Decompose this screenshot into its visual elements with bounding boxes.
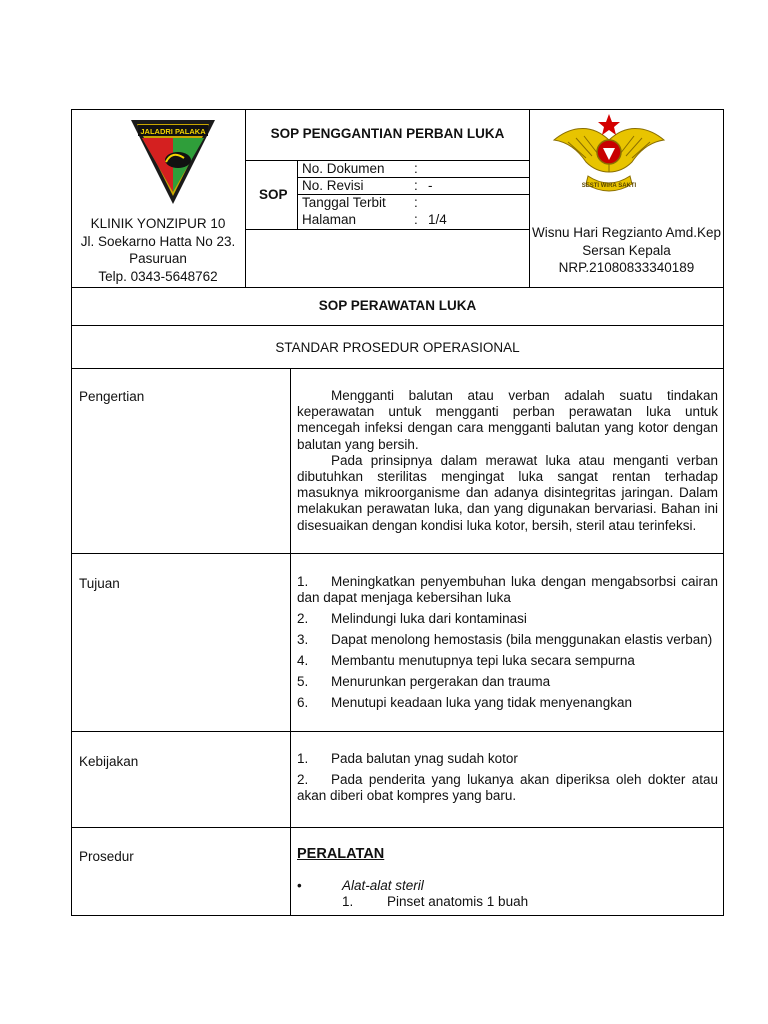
tujuan-label: Tujuan	[79, 576, 120, 591]
list-item: 1. Pada balutan ynag sudah kotor	[297, 751, 518, 766]
section-title: SOP PERAWATAN LUKA	[318, 298, 477, 313]
list-item: 2. Pada penderita yang lukanya akan diperiksa oleh dokter atau akan diberi obat kompres yang baru.	[297, 772, 718, 803]
clinic-info	[71, 215, 245, 285]
clinic-address: Jl. Soekarno Hatta No 23.	[80, 233, 236, 249]
pengertian-paragraph-1: Mengganti balutan atau verban adalah suatu tindakan keperawatan untuk mengganti perban perawatan luka untuk mencegah infeksi dengan cara mengganti balutan yang kotor dengan balutan yang bersih.	[297, 388, 718, 452]
section-subtitle: STANDAR PROSEDUR OPERASIONAL	[275, 340, 520, 355]
meta-no-dokumen: No. Dokumen :	[302, 161, 418, 176]
clinic-phone: Telp. 0343-5648762	[98, 268, 218, 284]
list-item: 1. Meningkatkan penyembuhan luka dengan mengabsorbsi cairan dan dapat menjaga kebersihan luka	[297, 574, 718, 605]
list-item: 3. Dapat menolong hemostasis (bila menggunakan elastis verban)	[297, 632, 713, 647]
clinic-city: Pasuruan	[129, 251, 187, 266]
right-logo-text: SESTI WIRA SAKTI	[581, 183, 637, 189]
prosedur-item-number: 1.	[342, 894, 354, 909]
document-title: SOP PENGGANTIAN PERBAN LUKA	[270, 126, 505, 141]
list-item: 6. Menutupi keadaan luka yang tidak menyenangkan	[297, 695, 632, 710]
kebijakan-list	[297, 751, 718, 809]
meta-halaman: Halaman : 1/4	[302, 212, 447, 227]
alat-steril-heading: Alat-alat steril	[342, 878, 424, 893]
bullet-icon: •	[297, 878, 302, 893]
signer-name: Wisnu Hari Regzianto Amd.Kep	[531, 225, 722, 240]
pengertian-label: Pengertian	[79, 389, 145, 404]
left-logo-text: JALADRI PALAKA	[140, 127, 206, 136]
signer-nrp: NRP.21080833340189	[558, 260, 695, 275]
kebijakan-label: Kebijakan	[79, 754, 139, 769]
meta-tanggal-terbit: Tanggal Terbit :	[302, 195, 418, 210]
pengertian-paragraph-2: Pada prinsipnya dalam merawat luka atau menganti verban dibutuhkan sterilitas mengingat luka sangat rentan terhadap masuknya mikroorganisme dan adanya disintegritas jaringan. Dalam melakukan perawatan luka, dan yang digunakan bervariasi. Bahan ini disesuaikan dengan kondisi luka kotor, bersih, steril atau terinfeksi.	[297, 452, 718, 533]
tujuan-list	[297, 574, 718, 716]
garuda-emblem-logo	[548, 110, 670, 202]
list-item: 2. Melindungi luka dari kontaminasi	[297, 611, 527, 626]
sop-label: SOP	[259, 187, 288, 202]
signer-rank: Sersan Kepala	[582, 242, 671, 258]
list-item: 4. Membantu menutupnya tepi luka secara sempurna	[297, 653, 635, 668]
prosedur-label: Prosedur	[79, 849, 134, 864]
signer-info	[529, 224, 724, 277]
prosedur-item-text: Pinset anatomis 1 buah	[387, 894, 529, 909]
clinic-name: KLINIK YONZIPUR 10	[90, 216, 226, 231]
peralatan-heading: PERALATAN	[297, 846, 385, 862]
list-item: 5. Menurunkan pergerakan dan trauma	[297, 674, 551, 689]
meta-no-revisi: No. Revisi : -	[302, 178, 433, 193]
jaladri-palaka-logo	[128, 116, 218, 208]
pengertian-text	[297, 388, 718, 534]
